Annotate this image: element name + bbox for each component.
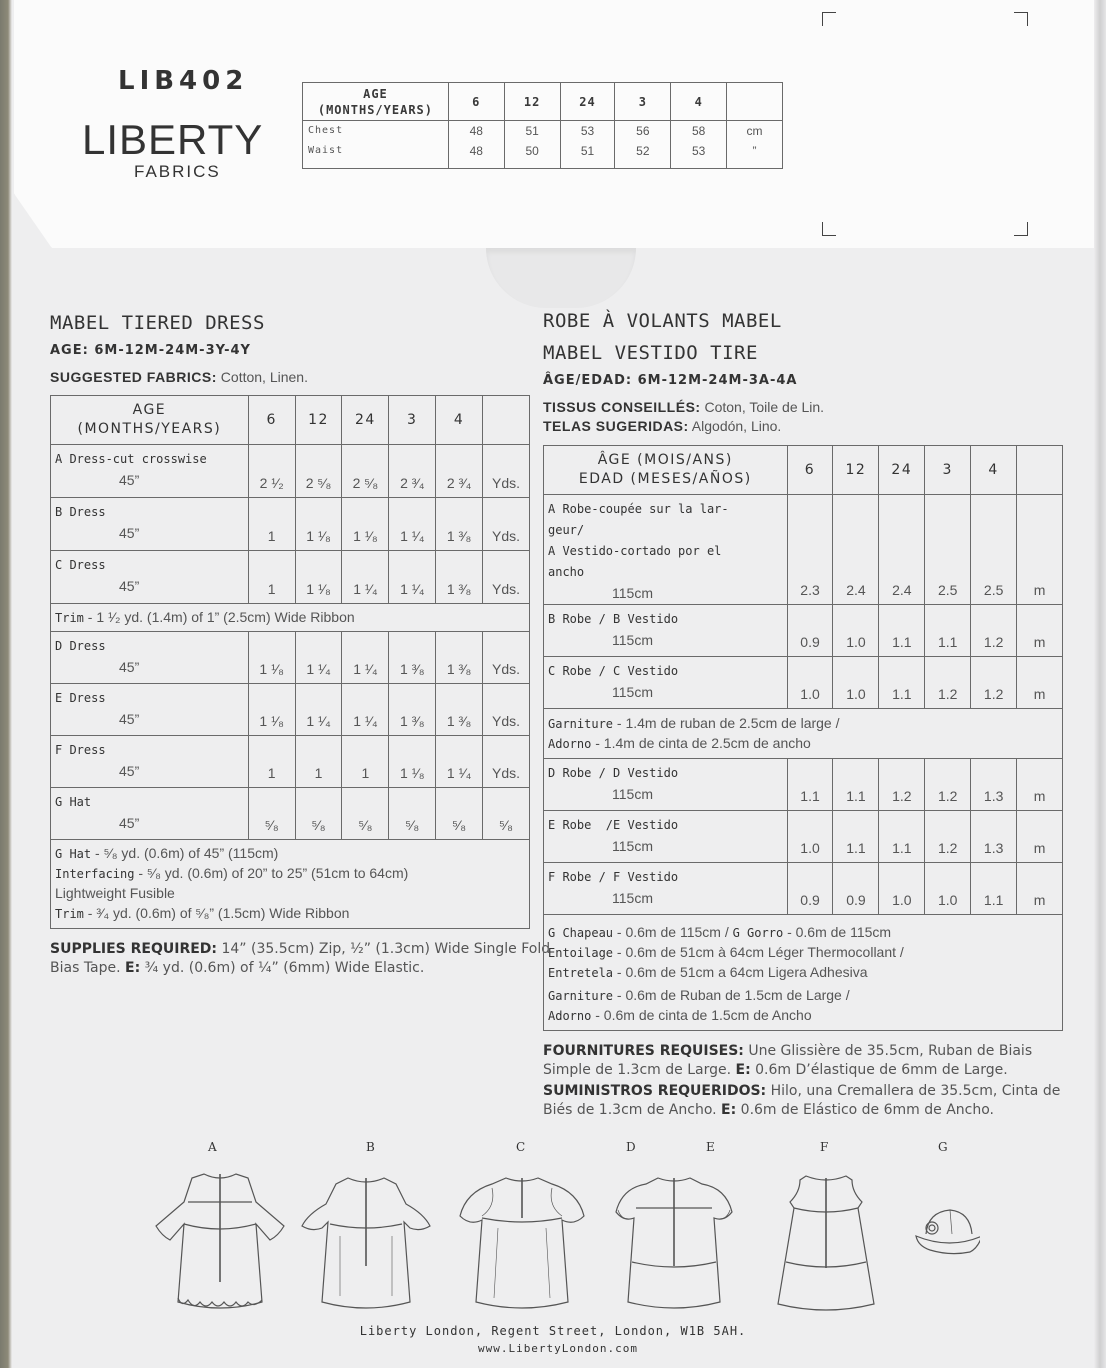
- dress-f-icon: [778, 1176, 874, 1310]
- fabric-width: 45”: [119, 763, 140, 779]
- fabric-width: 45”: [119, 711, 140, 727]
- table-row: [51, 498, 530, 551]
- english-title: MABEL TIERED DRESS: [50, 312, 265, 334]
- yardage-value: 1.2: [925, 759, 971, 811]
- fabric-width: 45”: [119, 815, 140, 831]
- yardage-value: 1.0: [879, 863, 925, 915]
- size-cell: 56 52: [615, 121, 671, 169]
- tissus-conseilles: TISSUS CONSEILLÉS: Coton, Toile de Lin.: [543, 399, 825, 415]
- fabric-description: [544, 863, 788, 915]
- yardage-value: ⁵⁄₈: [295, 788, 342, 840]
- yardage-value: 1 ¹⁄₈: [248, 632, 295, 684]
- crop-mark: [1014, 12, 1028, 26]
- fabric-description: [51, 684, 249, 736]
- hat-g-icon: [916, 1210, 980, 1254]
- unit-value: Yds.: [483, 445, 530, 498]
- french-title: ROBE À VOLANTS MABEL: [543, 310, 782, 332]
- note-line: Lightweight Fusible: [55, 885, 175, 901]
- pattern-code: LIB402: [118, 66, 249, 96]
- size-header: 6: [248, 396, 295, 445]
- note-line: Entretela - 0.6m de 51cm a 64cm Ligera Adhesiva: [548, 964, 868, 980]
- body-measurement-table: [302, 82, 783, 169]
- english-yardage-table: [50, 395, 530, 929]
- yardage-value: 1 ³⁄₈: [389, 684, 436, 736]
- yardage-value: 2.3: [787, 495, 833, 605]
- table-row: [544, 863, 1063, 915]
- fabric-width: 115cm: [612, 684, 653, 700]
- yardage-value: 1: [248, 551, 295, 604]
- view-name: F Dress: [55, 743, 106, 757]
- garniture-cell: Garniture - 1.4m de ruban de 2.5cm de large / Adorno - 1.4m de cinta de 2.5cm de ancho: [544, 709, 1063, 759]
- yardage-value: 2.5: [925, 495, 971, 605]
- yardage-value: 1 ³⁄₈: [436, 498, 483, 551]
- table-row: [544, 657, 1063, 709]
- table-row: [544, 811, 1063, 863]
- yardage-value: 1.3: [971, 759, 1017, 811]
- fabric-width: 45”: [119, 578, 140, 594]
- yardage-value: 1: [248, 736, 295, 788]
- table-row: [51, 736, 530, 788]
- yardage-value: 0.9: [787, 863, 833, 915]
- yardage-value: 1: [248, 498, 295, 551]
- yardage-value: 1 ¹⁄₄: [342, 632, 389, 684]
- view-name: B Dress: [55, 505, 106, 519]
- size-header: 4: [436, 396, 483, 445]
- garment-label-d: D: [626, 1140, 636, 1154]
- view-name: E Dress: [55, 691, 106, 705]
- unit-cell: cm ”: [727, 121, 783, 169]
- yardage-value: 1.2: [971, 605, 1017, 657]
- unit-value: Yds.: [483, 498, 530, 551]
- english-age: AGE: 6M-12M-24M-3Y-4Y: [50, 343, 251, 358]
- yardage-value: 1.1: [833, 811, 879, 863]
- table-row: [51, 788, 530, 840]
- table-row: [544, 759, 1063, 811]
- unit-value: Yds.: [483, 684, 530, 736]
- yardage-value: 1 ¹⁄₄: [342, 684, 389, 736]
- view-name: D Robe / D Vestido: [548, 766, 679, 780]
- supplies-required: SUPPLIES REQUIRED: 14” (35.5cm) Zip, ¹⁄₂” (1.3cm) Wide Single Fold Bias Tape. E: ³⁄₄ yd. (0.6m) of ¹⁄₄” (6mm) Wide Elastic.: [50, 941, 551, 976]
- unit-value: Yds.: [483, 632, 530, 684]
- footer-address: Liberty London, Regent Street, London, W1B 5AH.: [359, 1324, 747, 1338]
- notes-cell: [51, 840, 530, 929]
- yardage-value: 2.5: [971, 495, 1017, 605]
- dress-b-icon: [302, 1178, 430, 1308]
- brand-subtitle: FABRICS: [134, 162, 221, 181]
- note-line: Trim - ³⁄₄ yd. (0.6m) of ⁵⁄₈” (1.5cm) Wide Ribbon: [55, 905, 350, 921]
- yardage-value: 1 ¹⁄₄: [342, 551, 389, 604]
- fournitures-requises: FOURNITURES REQUISES: Une Glissière de 35.5cm, Ruban de Biais Simple de 1.3cm de Large. E: 0.6m D’élastique de 6mm de Large. SUMINISTROS REQUERIDOS: Hilo, una Cremallera de 35.5cm, Cinta de Biés de 1.3cm de Ancho. E: 0.6m de Elástico de 6mm de Ancho.: [543, 1043, 1061, 1118]
- unit-value: Yds.: [483, 736, 530, 788]
- size-header: 6: [787, 446, 833, 495]
- yardage-value: 2 ³⁄₄: [436, 445, 483, 498]
- yardage-value: ⁵⁄₈: [389, 788, 436, 840]
- yardage-value: 2 ³⁄₄: [389, 445, 436, 498]
- yardage-value: 1.2: [925, 811, 971, 863]
- unit-header: [483, 396, 530, 445]
- note-line: Adorno - 0.6m de cinta de 1.5cm de Ancho: [548, 1007, 812, 1023]
- yardage-value: ⁵⁄₈: [342, 788, 389, 840]
- unit-value: m: [1017, 605, 1063, 657]
- notes-row: [544, 915, 1063, 1031]
- garment-label-b: B: [366, 1140, 375, 1154]
- size-header: 3: [925, 446, 971, 495]
- fabric-width: 115cm: [612, 786, 653, 802]
- unit-value: m: [1017, 495, 1063, 605]
- crop-mark: [1014, 222, 1028, 236]
- size-header: 12: [504, 83, 560, 121]
- footer-url: www.LibertyLondon.com: [477, 1342, 639, 1355]
- age-header: ÂGE (MOIS/ANS) EDAD (MESES/AÑOS): [544, 446, 788, 495]
- age-header: AGE (MONTHS/YEARS): [51, 396, 249, 445]
- size-header: 6: [448, 83, 504, 121]
- yardage-value: 2 ⁵⁄₈: [295, 445, 342, 498]
- fabric-description: [51, 632, 249, 684]
- fabric-description: [544, 495, 788, 605]
- fabric-description: [51, 551, 249, 604]
- garniture-row: [544, 709, 1063, 759]
- unit-value: m: [1017, 811, 1063, 863]
- yardage-value: 2 ⁵⁄₈: [342, 445, 389, 498]
- size-header: 4: [971, 446, 1017, 495]
- size-header: 3: [615, 83, 671, 121]
- note-line: Interfacing - ⁵⁄₈ yd. (0.6m) of 20” to 25” (51cm to 64cm): [55, 865, 409, 881]
- size-cell: 58 53: [671, 121, 727, 169]
- fabric-description: [51, 498, 249, 551]
- fabric-description: [51, 736, 249, 788]
- garment-label-e: E: [706, 1140, 715, 1154]
- yardage-value: 1.1: [971, 863, 1017, 915]
- age-header: AGE (MONTHS/YEARS): [303, 83, 449, 121]
- yardage-value: 1.0: [925, 863, 971, 915]
- yardage-value: 1 ¹⁄₈: [295, 551, 342, 604]
- table-row: [303, 121, 783, 169]
- yardage-value: 1 ³⁄₈: [436, 551, 483, 604]
- fabric-width: 45”: [119, 472, 140, 488]
- view-name: A Robe-coupée sur la lar- geur/ A Vestido-cortado por el ancho: [548, 502, 729, 579]
- table-row: [51, 551, 530, 604]
- note-line: Entoilage - 0.6m de 51cm à 64cm Léger Thermocollant /: [548, 944, 904, 960]
- fabric-description: [544, 759, 788, 811]
- yardage-value: 1.1: [833, 759, 879, 811]
- garment-illustrations: [140, 1162, 980, 1312]
- table-header-row: [51, 396, 530, 445]
- view-name: A Dress-cut crosswise: [55, 452, 207, 466]
- unit-value: ⁵⁄₈: [483, 788, 530, 840]
- table-header-row: [544, 446, 1063, 495]
- yardage-value: 2.4: [833, 495, 879, 605]
- yardage-value: 1 ¹⁄₈: [248, 684, 295, 736]
- table-row: [544, 495, 1063, 605]
- size-cell: 48 48: [448, 121, 504, 169]
- yardage-value: 1.1: [787, 759, 833, 811]
- fabric-description: [51, 788, 249, 840]
- fabric-width: 45”: [119, 659, 140, 675]
- chest-label: Chest: [308, 125, 344, 136]
- yardage-value: ⁵⁄₈: [436, 788, 483, 840]
- note-line: G Hat - ⁵⁄₈ yd. (0.6m) of 45” (115cm): [55, 845, 279, 861]
- fabric-width: 115cm: [612, 585, 653, 601]
- yardage-value: 1.0: [787, 811, 833, 863]
- french-yardage-table: [543, 445, 1063, 1031]
- garment-label-g: G: [938, 1140, 948, 1154]
- crop-mark: [822, 222, 836, 236]
- yardage-value: 1.0: [833, 657, 879, 709]
- yardage-value: 1.0: [787, 657, 833, 709]
- fabric-width: 115cm: [612, 632, 653, 648]
- yardage-value: 1: [342, 736, 389, 788]
- yardage-value: 1 ³⁄₈: [436, 632, 483, 684]
- size-header: 3: [389, 396, 436, 445]
- fabric-width: 45”: [119, 525, 140, 541]
- view-name: C Dress: [55, 558, 106, 572]
- notes-cell: [544, 915, 1063, 1031]
- yardage-value: 1 ¹⁄₈: [389, 736, 436, 788]
- unit-header: [1017, 446, 1063, 495]
- note-line: Garniture - 0.6m de Ruban de 1.5cm de Large /: [548, 987, 850, 1003]
- dress-c-icon: [460, 1178, 584, 1308]
- yardage-value: 2 ¹⁄₂: [248, 445, 295, 498]
- yardage-value: 1 ¹⁄₄: [295, 684, 342, 736]
- garment-label-f: F: [820, 1140, 829, 1154]
- fabric-description: [51, 445, 249, 498]
- yardage-value: 1.0: [833, 605, 879, 657]
- yardage-value: 1.2: [971, 657, 1017, 709]
- unit-header: [727, 83, 783, 121]
- view-name: G Hat: [55, 795, 92, 809]
- yardage-value: 2.4: [879, 495, 925, 605]
- crop-mark: [822, 12, 836, 26]
- yardage-value: 1 ¹⁄₄: [436, 736, 483, 788]
- view-name: C Robe / C Vestido: [548, 664, 679, 678]
- yardage-value: 1 ¹⁄₈: [342, 498, 389, 551]
- fabric-width: 115cm: [612, 890, 653, 906]
- size-header: 24: [879, 446, 925, 495]
- yardage-value: 1.1: [879, 657, 925, 709]
- waist-label: Waist: [308, 145, 344, 156]
- view-name: B Robe / B Vestido: [548, 612, 679, 626]
- size-header: 24: [342, 396, 389, 445]
- measurement-labels: [303, 121, 449, 169]
- yardage-value: 1.3: [971, 811, 1017, 863]
- suggested-fabrics: SUGGESTED FABRICS: Cotton, Linen.: [50, 369, 308, 385]
- brand-logo: LIBERTY: [82, 116, 264, 163]
- size-cell: 53 51: [560, 121, 615, 169]
- view-name: F Robe / F Vestido: [548, 870, 679, 884]
- note-line: G Chapeau - 0.6m de 115cm / G Gorro - 0.6m de 115cm: [548, 924, 892, 940]
- garment-label-c: C: [516, 1140, 526, 1154]
- fabric-description: [544, 657, 788, 709]
- size-header: 12: [833, 446, 879, 495]
- garment-label-a: A: [208, 1140, 217, 1154]
- view-name: D Dress: [55, 639, 106, 653]
- table-row: [51, 445, 530, 498]
- yardage-value: 1 ³⁄₈: [436, 684, 483, 736]
- unit-value: m: [1017, 863, 1063, 915]
- spanish-title: MABEL VESTIDO TIRE: [543, 342, 758, 364]
- yardage-value: 1 ¹⁄₈: [295, 498, 342, 551]
- trim-row: [51, 604, 530, 632]
- yardage-value: 1.1: [925, 605, 971, 657]
- fabric-description: [544, 605, 788, 657]
- table-row: [51, 684, 530, 736]
- unit-value: m: [1017, 759, 1063, 811]
- yardage-value: 1 ¹⁄₄: [389, 498, 436, 551]
- trim-cell: Trim - 1 ¹⁄₂ yd. (1.4m) of 1” (2.5cm) Wide Ribbon: [51, 604, 530, 632]
- view-name: E Robe /E Vestido: [548, 818, 679, 832]
- size-header: 4: [671, 83, 727, 121]
- yardage-value: ⁵⁄₈: [248, 788, 295, 840]
- size-header: 12: [295, 396, 342, 445]
- yardage-value: 1.2: [925, 657, 971, 709]
- dress-a-icon: [156, 1174, 284, 1308]
- table-row: [544, 605, 1063, 657]
- telas-sugeridas: TELAS SUGERIDAS: Algodón, Lino.: [543, 418, 782, 434]
- yardage-value: 1 ¹⁄₄: [389, 551, 436, 604]
- yardage-value: 1.1: [879, 605, 925, 657]
- unit-value: Yds.: [483, 551, 530, 604]
- dress-de-icon: [616, 1178, 732, 1308]
- fabric-width: 115cm: [612, 838, 653, 854]
- yardage-value: 1 ¹⁄₄: [295, 632, 342, 684]
- unit-value: m: [1017, 657, 1063, 709]
- table-row: [51, 632, 530, 684]
- yardage-value: 0.9: [787, 605, 833, 657]
- size-header: 24: [560, 83, 615, 121]
- table-header-row: [303, 83, 783, 121]
- french-age: ÂGE/EDAD: 6M-12M-24M-3A-4A: [543, 373, 798, 388]
- size-cell: 51 50: [504, 121, 560, 169]
- yardage-value: 1: [295, 736, 342, 788]
- yardage-value: 1.2: [879, 759, 925, 811]
- yardage-value: 0.9: [833, 863, 879, 915]
- fabric-description: [544, 811, 788, 863]
- notes-row: [51, 840, 530, 929]
- yardage-value: 1 ³⁄₈: [389, 632, 436, 684]
- yardage-value: 1.1: [879, 811, 925, 863]
